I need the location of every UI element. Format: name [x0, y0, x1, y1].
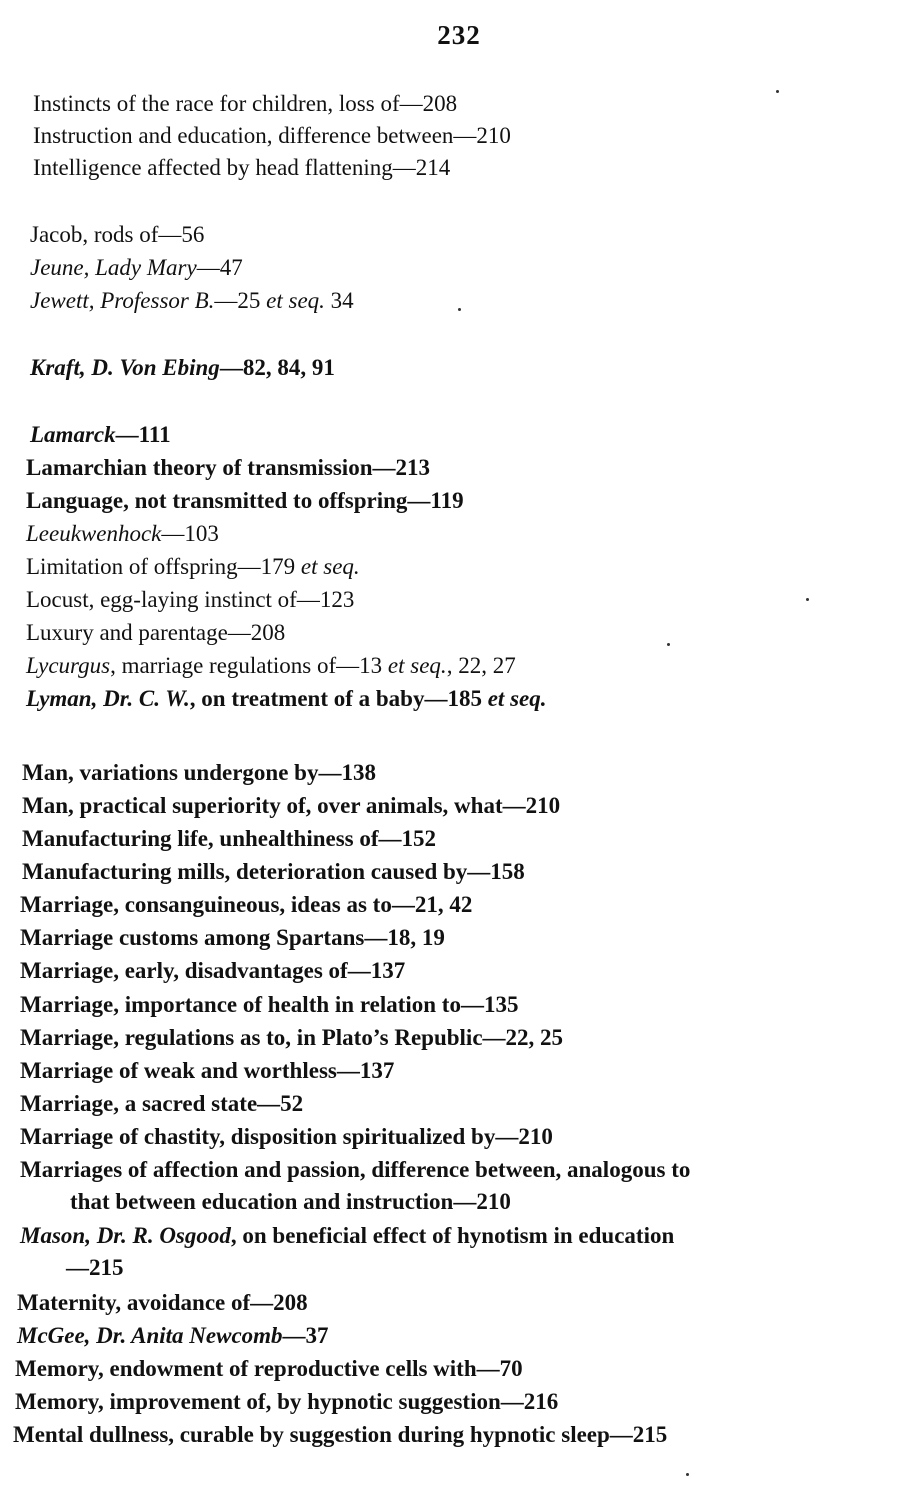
entry-luxury: Luxury and parentage—208: [26, 620, 286, 645]
entry-line: , on beneficial effect of hynotism in education: [230, 1223, 675, 1248]
entry-name: Lamarck: [30, 422, 116, 447]
entry-leeukwenhock: [26, 518, 219, 550]
entry-maternity: Maternity, avoidance of—208: [17, 1290, 308, 1315]
entry-lycurgus: [26, 650, 516, 682]
entry-marriage-early: Marriage, early, disadvantages of—137: [20, 958, 406, 983]
entry-lamarchian: Lamarchian theory of transmission—213: [26, 455, 430, 480]
entry-name: Lyman, Dr. C. W.: [26, 686, 190, 711]
entry-text: , on treatment of a baby—185: [189, 686, 482, 711]
entry-locust: Locust, egg-laying instinct of—123: [26, 587, 355, 612]
entry-name: Jeune, Lady Mary: [30, 255, 197, 280]
entry-memory-endowment: Memory, endowment of reproductive cells with—70: [15, 1356, 523, 1381]
entry-ref: 34: [330, 288, 354, 313]
scan-speck: [667, 643, 670, 646]
entry-text: Limitation of offspring—179: [26, 554, 296, 579]
entry-mcgee: [17, 1320, 329, 1352]
scan-speck: [686, 1473, 689, 1476]
entry-limitation: [26, 551, 360, 583]
entry-instruction: Instruction and education, difference between—210: [33, 123, 511, 148]
entry-ref: —47: [196, 255, 243, 280]
entry-manufacturing-mills: Manufacturing mills, deterioration caused by—158: [22, 859, 525, 884]
entry-mental-dullness: Mental dullness, curable by suggestion during hypnotic sleep—215: [13, 1422, 668, 1447]
entry-ref: —103: [161, 521, 219, 546]
entry-memory-improvement: Memory, improvement of, by hypnotic suggestion—216: [15, 1389, 559, 1414]
entry-name: Jewett, Professor B.: [30, 288, 215, 313]
entry-manufacturing-life: Manufacturing life, unhealthiness of—152: [22, 826, 437, 851]
entry-jacob: Jacob, rods of—56: [30, 222, 205, 247]
entry-ref: —111: [115, 422, 171, 447]
entry-marriage-plato: Marriage, regulations as to, in Plato’s Republic—22, 25: [20, 1025, 564, 1050]
entry-continuation: —215: [66, 1255, 124, 1280]
entry-text: , marriage regulations of—13: [110, 653, 383, 678]
entry-continuation: that between education and instruction—210: [70, 1189, 511, 1214]
entry-marriage-health: Marriage, importance of health in relation to—135: [20, 992, 519, 1017]
entry-jeune: [30, 252, 243, 284]
entry-et-seq: et seq.: [487, 686, 547, 711]
entry-mason: [20, 1220, 674, 1284]
scan-speck: [776, 90, 779, 93]
entry-intelligence: Intelligence affected by head flattening—214: [33, 155, 451, 180]
entry-language: Language, not transmitted to offspring—119: [26, 488, 464, 513]
entry-name: Kraft, D. Von Ebing: [30, 355, 220, 380]
entry-et-seq: et seq.: [266, 288, 325, 313]
scan-speck: [806, 598, 809, 601]
entry-marriage-weak: Marriage of weak and worthless—137: [20, 1058, 395, 1083]
entry-lyman: [26, 683, 546, 715]
entry-ref: —25: [214, 288, 261, 313]
entry-man-superiority: Man, practical superiority of, over animals, what—210: [22, 793, 561, 818]
entry-marriage-sacred: Marriage, a sacred state—52: [20, 1091, 304, 1116]
entry-marriages-affection: [20, 1154, 690, 1218]
entry-line: Marriages of affection and passion, difference between, analogous to: [20, 1157, 691, 1182]
entry-marriage-consanguineous: Marriage, consanguineous, ideas as to—21, 42: [20, 892, 473, 917]
entry-name: McGee, Dr. Anita Newcomb: [17, 1323, 283, 1348]
entry-marriage-customs: Marriage customs among Spartans—18, 19: [20, 925, 445, 950]
entry-instincts: Instincts of the race for children, loss of—208: [33, 91, 458, 116]
scan-speck: [458, 308, 461, 311]
entry-kraft: [30, 352, 335, 384]
entry-name: Lycurgus: [26, 653, 111, 678]
entry-name: Mason, Dr. R. Osgood: [20, 1223, 231, 1248]
entry-marriage-chastity: Marriage of chastity, disposition spiritualized by—210: [20, 1124, 553, 1149]
entry-jewett: [30, 285, 354, 317]
entry-ref: —82, 84, 91: [219, 355, 335, 380]
entry-man-variations: Man, variations undergone by—138: [22, 760, 376, 785]
entry-ref: —37: [282, 1323, 329, 1348]
entry-rest: , 22, 27: [446, 653, 516, 678]
entry-lamarck: [30, 419, 171, 451]
page-number: 232: [437, 20, 481, 50]
entry-et-seq: et seq.: [387, 653, 447, 678]
entry-name: Leeukwenhock: [26, 521, 162, 546]
entry-et-seq: et seq.: [300, 554, 360, 579]
